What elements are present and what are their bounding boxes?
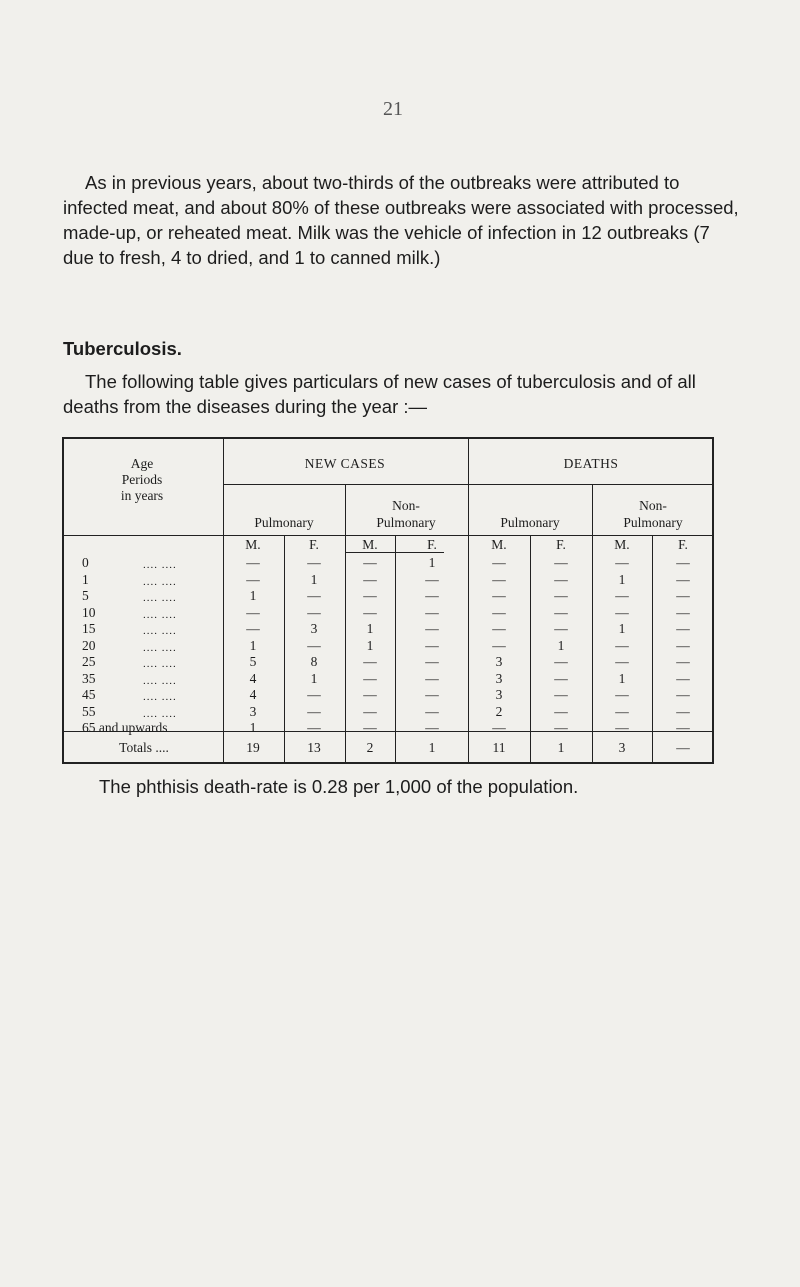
age-period-label: 65 and upwards [82,720,168,735]
table-cell: — [307,604,321,620]
table-cell: 2 [495,703,503,719]
leader-dots: .... .... [143,707,177,720]
table-cell: — [615,604,629,620]
table-cell: — [363,687,377,702]
table-cell: — [492,571,506,587]
table-cell: 1 [618,670,626,686]
leader-dots: .... .... [143,608,177,621]
totals-cell: 2 [366,740,374,755]
table-cell: — [363,588,377,603]
vrule-deaths-nonpulm-mf [652,535,653,764]
table-cell: 3 [249,703,257,719]
leader-dots: .... .... [143,674,177,687]
table-cell: — [554,604,568,620]
table-cell: 1 [618,621,626,636]
table-cell: — [554,654,568,669]
table-cell: — [363,720,377,735]
new-non-pulmonary-header-2: Pulmonary [376,515,436,530]
table-cell: — [425,604,439,620]
table-cell: — [246,621,260,636]
table-cell: — [492,720,506,735]
table-cell: — [307,637,321,653]
table-cell: — [554,555,568,570]
page-number: 21 [383,98,403,120]
table-cell: — [425,588,439,603]
table-cell: — [492,604,506,620]
table-cell: — [615,654,629,669]
table-cell: — [676,637,690,653]
table-cell: — [363,654,377,669]
table-cell: — [554,621,568,636]
table-cell: — [246,555,260,570]
table-cell: 1 [557,637,565,653]
table-cell: — [615,687,629,702]
table-cell: — [676,588,690,603]
vrule-new-pulm-mf [284,535,285,764]
age-header-line-3: in years [120,488,164,503]
age-period-label: 35 [82,670,96,686]
totals-cell: — [676,740,690,755]
table-cell: — [425,703,439,719]
vrule-new-nonpulm-mf [395,535,396,764]
age-period-label: 45 [82,687,96,702]
age-period-label: 5 [82,588,89,603]
table-cell: — [676,703,690,719]
leader-dots: .... .... [143,575,177,588]
leader-dots: .... .... [143,691,177,703]
sub-f-deaths-nonpulm: F. [678,537,688,552]
section-heading: Tuberculosis. [63,338,182,359]
vrule-deaths-pulm-mf [530,535,531,764]
new-cases-header: NEW CASES [304,456,386,471]
table-border-top [62,437,714,439]
table-cell: — [554,571,568,587]
table-cell: — [363,670,377,686]
table-cell: — [425,571,439,587]
table-cell: — [425,637,439,653]
totals-label: Totals .... [119,740,169,755]
table-cell: — [676,687,690,702]
age-period-label: 25 [82,654,96,669]
age-period-label: 15 [82,621,96,636]
table-cell: — [363,604,377,620]
table-border-right [712,437,714,764]
sub-f-new-nonpulm: F. [427,537,437,552]
table-cell: — [307,555,321,570]
age-period-label: 10 [82,604,96,620]
totals-cell: 1 [428,740,436,755]
vrule-age [223,437,224,764]
age-period-label: 0 [82,555,89,570]
death-rate-note: The phthisis death-rate is 0.28 per 1,000 of the population. [99,776,579,797]
table-cell: — [363,703,377,719]
table-cell: — [307,720,321,735]
vrule-new-split [345,484,346,764]
table-cell: — [676,670,690,686]
leader-dots: .... .... [143,592,177,604]
sub-f-new-pulm: F. [309,537,319,552]
table-cell: — [554,720,568,735]
table-cell: — [676,604,690,620]
table-cell: 1 [249,720,257,735]
table-cell: — [492,637,506,653]
new-non-pulmonary-header-1: Non- [392,498,420,513]
table-cell: — [554,588,568,603]
age-period-label: 20 [82,637,96,653]
age-period-label: 55 [82,703,96,719]
table-cell: — [615,637,629,653]
table-cell: 1 [428,555,436,570]
sub-f-deaths-pulm: F. [556,537,566,552]
table-cell: — [676,720,690,735]
table-cell: 3 [495,687,503,702]
rule-header [62,535,714,536]
table-cell: — [246,571,260,587]
vrule-deaths-split [592,484,593,764]
table-cell: — [363,555,377,570]
table-cell: — [676,571,690,587]
table-cell: — [676,555,690,570]
age-header-line-2: Periods [121,472,163,487]
table-intro-text: The following table gives particulars of new cases of tuberculosis and of all deaths from the diseases during the year :— [63,371,696,417]
table-cell: — [307,687,321,702]
vrule-main [468,437,469,764]
table-cell: — [425,687,439,702]
table-cell: — [615,720,629,735]
table-cell: 1 [310,571,318,587]
table-cell: — [676,654,690,669]
table-cell: — [363,571,377,587]
age-header-line-1: Age [130,456,154,471]
table-cell: 5 [249,654,257,669]
deaths-pulmonary-header: Pulmonary [500,515,560,530]
table-cell: — [615,703,629,719]
table-cell: — [307,588,321,603]
table-cell: — [492,621,506,636]
totals-cell: 19 [246,740,260,755]
table-cell: — [492,588,506,603]
table-cell: — [676,621,690,636]
table-cell: 3 [310,621,318,636]
table-cell: 1 [249,588,257,603]
table-cell: 1 [249,637,257,653]
table-cell: — [615,588,629,603]
age-period-label: 1 [82,571,89,587]
new-pulmonary-header: Pulmonary [254,515,314,530]
sub-m-new-nonpulm: M. [362,537,378,552]
table-cell: — [425,720,439,735]
table-border-left [62,437,64,764]
table-cell: — [554,670,568,686]
table-intro-paragraph [63,369,753,419]
intro-paragraph [63,170,743,270]
tuberculosis-table [62,437,714,764]
leader-dots: .... .... [143,559,177,571]
table-cell: 4 [249,687,257,702]
leader-dots: .... .... [143,625,177,637]
table-cell: 3 [495,670,503,686]
table-cell: — [425,654,439,669]
table-cell: 3 [495,654,503,669]
table-cell: 8 [310,654,318,669]
table-cell: — [554,687,568,702]
leader-dots: .... .... [143,641,177,654]
table-cell: — [615,555,629,570]
table-cell: 1 [366,637,374,653]
totals-cell: 13 [307,740,321,755]
table-cell: 1 [618,571,626,587]
sub-m-new-pulm: M. [245,537,261,552]
deaths-non-pulmonary-header-2: Pulmonary [623,515,683,530]
intro-text: As in previous years, about two-thirds of the outbreaks were attributed to infected meat, and about 80% of these outbreaks were associated with processed, made-up, or reheated meat. Milk was the vehicle of infection in 12 outbreaks (7 due to fresh, 4 to dried, and 1 to canned milk.) [63,172,739,268]
totals-cell: 1 [557,740,565,755]
sub-m-deaths-nonpulm: M. [614,537,630,552]
totals-cell: 3 [618,740,626,755]
table-cell: 1 [366,621,374,636]
table-cell: — [492,555,506,570]
table-cell: — [425,621,439,636]
deaths-header: DEATHS [563,456,619,471]
table-cell: — [554,703,568,719]
table-cell: 4 [249,670,257,686]
deaths-non-pulmonary-header-1: Non- [639,498,667,513]
leader-dots: .... .... [143,658,177,670]
table-cell: 1 [310,670,318,686]
table-border-bottom [62,762,714,764]
table-cell: — [307,703,321,719]
table-cell: — [246,604,260,620]
table-cell: — [425,670,439,686]
totals-cell: 11 [492,740,506,755]
sub-m-deaths-pulm: M. [491,537,507,552]
